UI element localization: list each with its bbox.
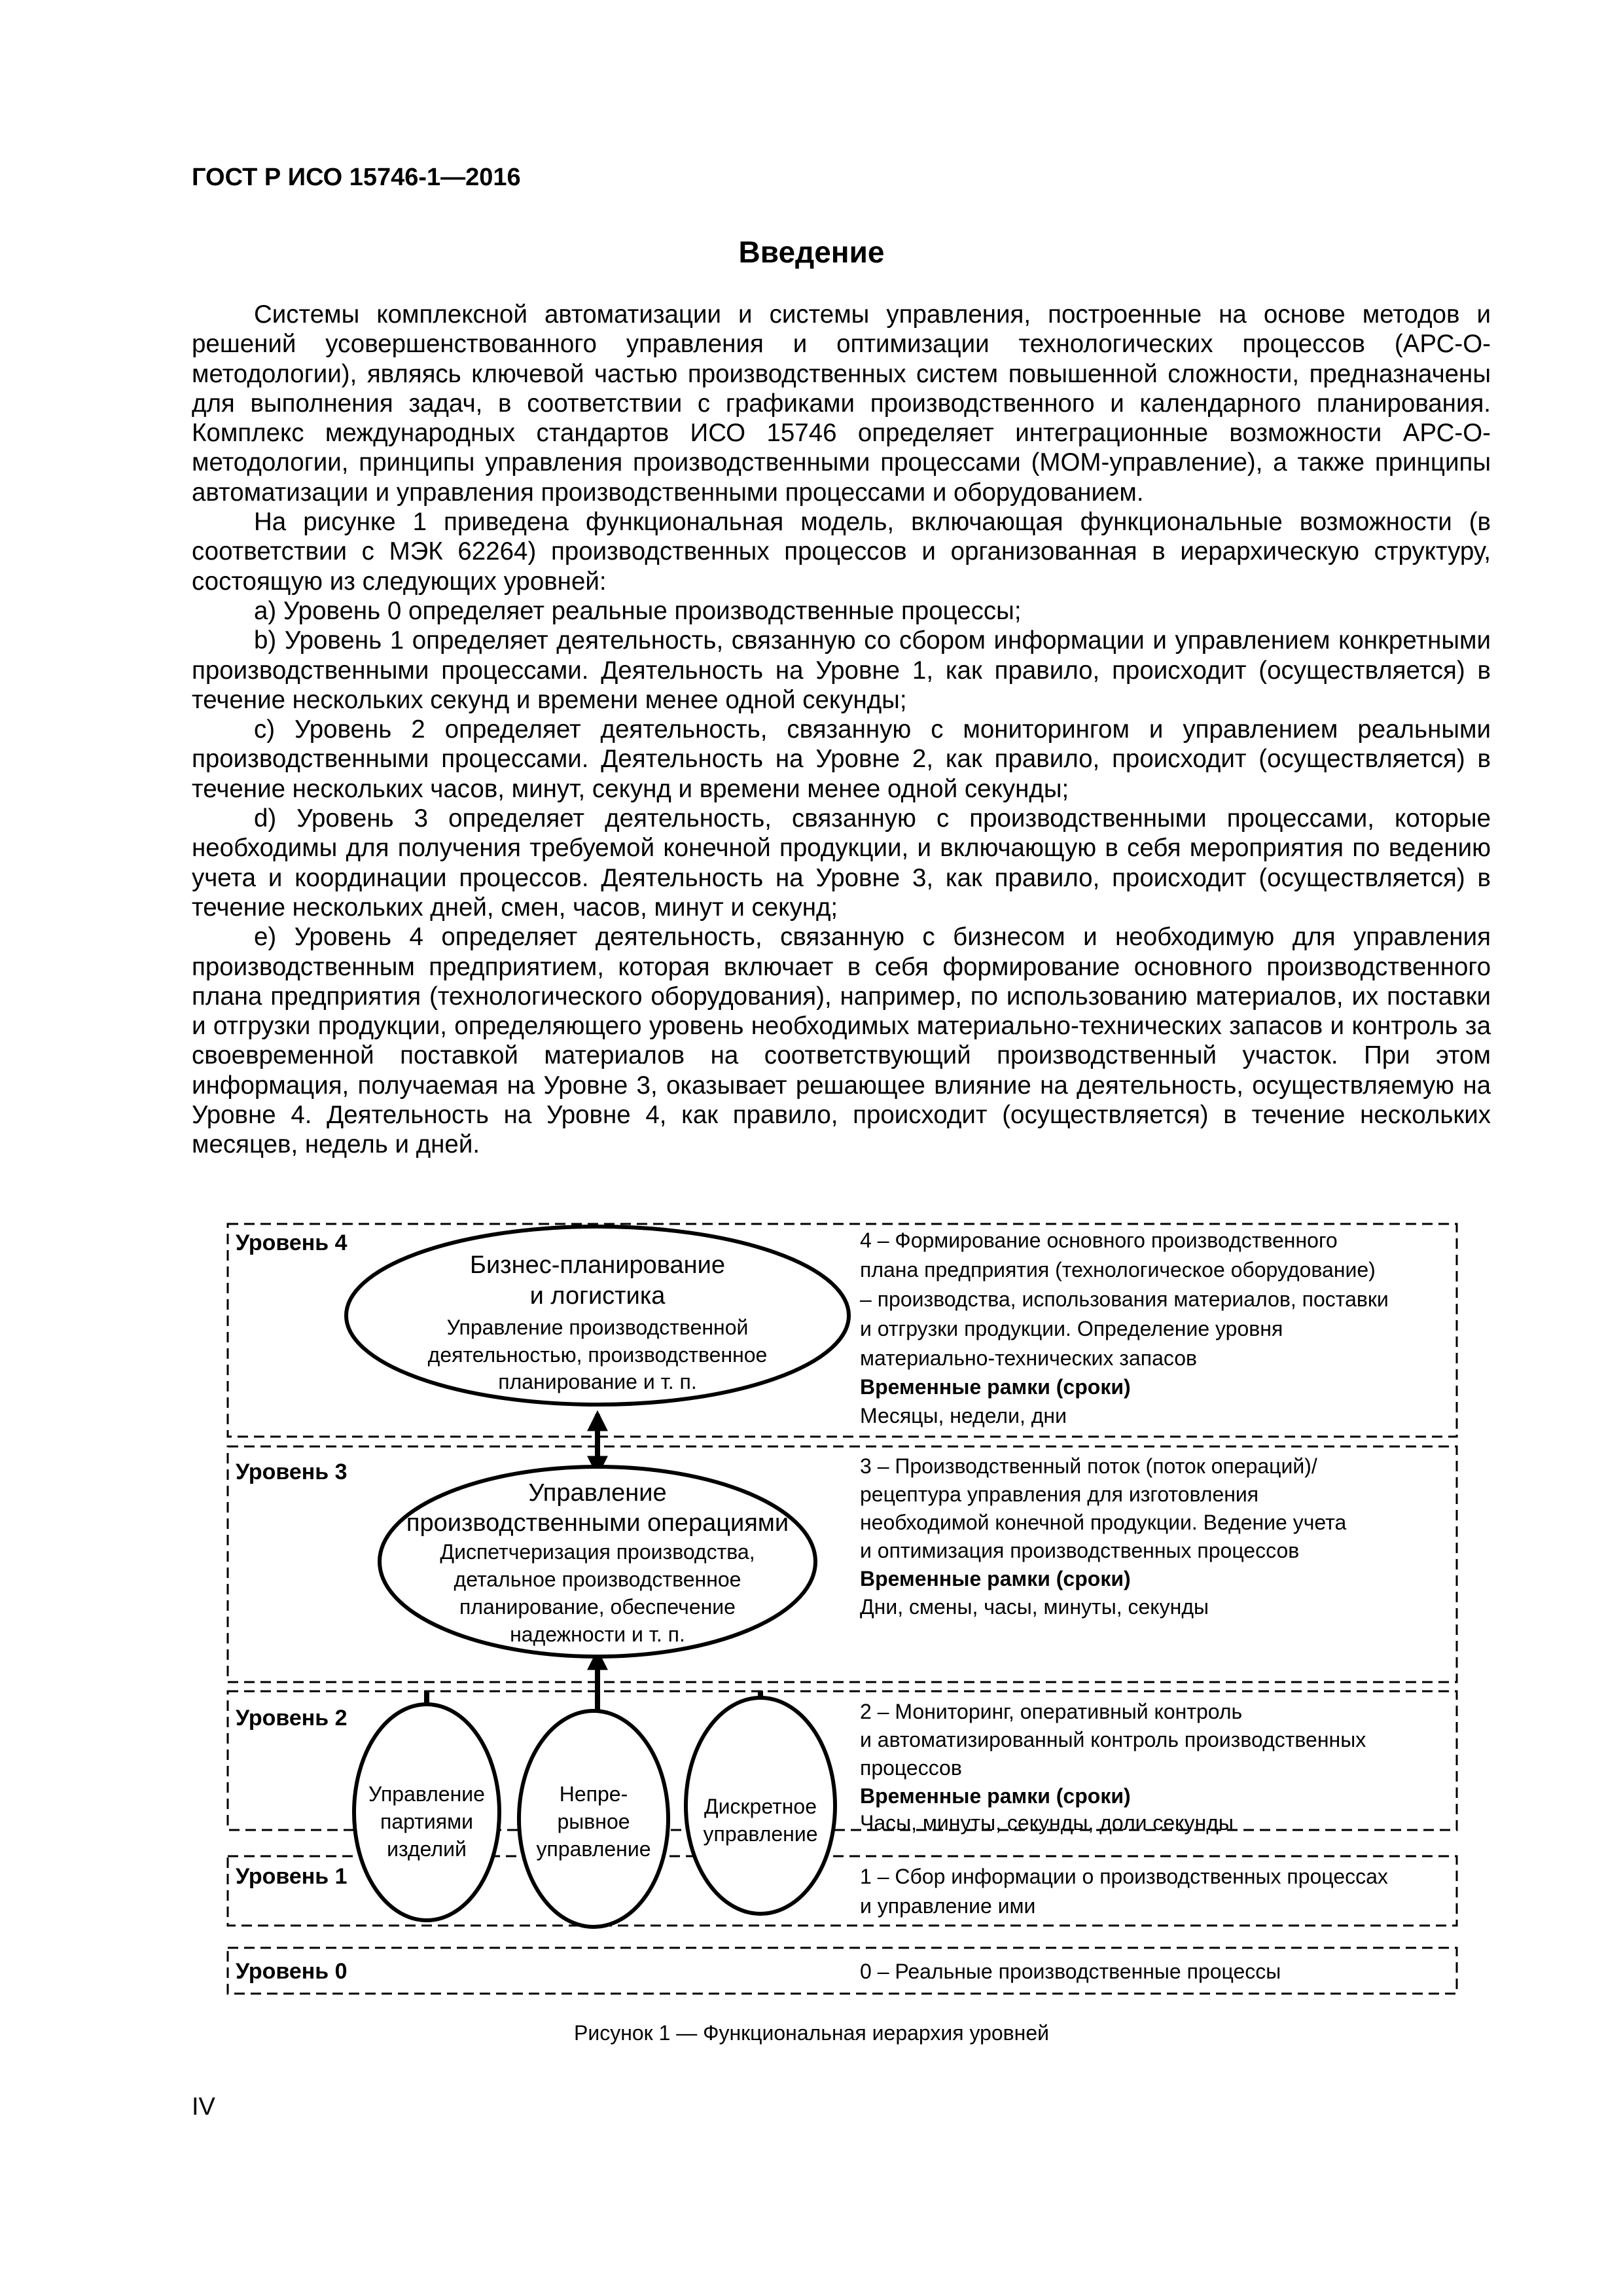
page-number: IV — [192, 2093, 215, 2121]
hierarchy-figure — [226, 1223, 1458, 1998]
e4-sub-3: планирование и т. п. — [498, 1370, 697, 1393]
continuous-line-1: Непре- — [559, 1782, 628, 1806]
body-text — [192, 300, 1491, 1160]
desc2-line-3: процессов — [860, 1756, 962, 1780]
desc4-line-1: 4 – Формирование основного производственного — [860, 1229, 1338, 1252]
desc3-line-4: и оптимизация производственных процессов — [860, 1539, 1300, 1562]
desc4-line-2: плана предприятия (технологическое оборудование) — [860, 1258, 1376, 1282]
paragraph: Системы комплексной автоматизации и системы управления, построенные на основе методов и решений усовершенствованного управления и оптимизации технологических процессов (АРС-О-методологии), являясь ключевой частью производственных систем повышенной сложности, предназначены для выполнения задач, в соответствии с графиками производственного и календарного планирования. Комплекс международных стандартов ИСО 15746 определяет интеграционные возможности АРС-О-методологии, принципы управления производственными процессами (МОМ-управление), а также принципы автоматизации и управления производственными процессами и оборудованием. — [192, 300, 1491, 507]
section-title: Введение — [738, 235, 885, 269]
e4-title-2: и логистика — [529, 1282, 666, 1310]
desc3-time-label: Временные рамки (сроки) — [860, 1567, 1131, 1590]
desc3-line-3: необходимой конечной продукции. Ведение учета — [860, 1511, 1347, 1534]
desc4-time-label: Временные рамки (сроки) — [860, 1375, 1131, 1399]
document-id: ГОСТ Р ИСО 15746-1—2016 — [192, 164, 521, 191]
desc3-time: Дни, смены, часы, минуты, секунды — [860, 1595, 1209, 1619]
desc2-time-label: Временные рамки (сроки) — [860, 1784, 1131, 1808]
paragraph: На рисунке 1 приведена функциональная модель, включающая функциональные возможности (в соответствии с МЭК 62264) производственных процессов и организованная в иерархическую структуру, состоящую из следующих уровней: — [192, 508, 1491, 596]
list-item-e: e) Уровень 4 определяет деятельность, связанную с бизнесом и необходимую для управления производственным предприятием, которая включает в себя формирование основного производственного плана предприятия (технологического оборудования), например, по использованию материалов, их поставки и отгрузки продукции, определяющего уровень необходимых материально-технических запасов и контроль за своевременной поставкой материалов на соответствующий производственный участок. При этом информация, получаемая на Уровне 3, оказывает решающее влияние на деятельность, осуществляемую на Уровне 4. Деятельность на Уровне 4, как правило, происходит (осуществляется) в течение нескольких месяцев, недель и дней. — [192, 923, 1491, 1159]
e3-sub-1: Диспетчеризация производства, — [440, 1540, 755, 1564]
desc2-time: Часы, минуты, секунды, доли секунды — [860, 1811, 1234, 1835]
level-2-label: Уровень 2 — [236, 1706, 348, 1731]
level-1-label: Уровень 1 — [236, 1864, 348, 1889]
figure-caption: Рисунок 1 — Функциональная иерархия уровней — [573, 2021, 1050, 2045]
level-4-label: Уровень 4 — [236, 1230, 348, 1255]
e4-sub-1: Управление производственной — [446, 1316, 749, 1339]
list-item-a: a) Уровень 0 определяет реальные производственные процессы; — [254, 596, 1022, 625]
batch-line-2: партиями — [380, 1810, 473, 1833]
desc1-line-2: и управление ими — [860, 1894, 1036, 1918]
desc3-line-2: рецептура управления для изготовления — [860, 1482, 1259, 1506]
e4-sub-2: деятельностью, производственное — [427, 1343, 768, 1367]
discrete-line-1: Дискретное — [704, 1795, 817, 1818]
discrete-line-2: управление — [703, 1822, 818, 1846]
hierarchy-diagram — [226, 1223, 1458, 1998]
e3-sub-3: планирование, обеспечение — [459, 1595, 736, 1619]
e3-sub-4: надежности и т. п. — [510, 1623, 685, 1646]
level-3-label: Уровень 3 — [236, 1460, 348, 1484]
level-0-label: Уровень 0 — [236, 1959, 348, 1984]
desc2-line-1: 2 – Мониторинг, оперативный контроль — [860, 1700, 1243, 1723]
continuous-line-3: управление — [536, 1837, 651, 1861]
batch-line-3: изделий — [387, 1837, 467, 1861]
list-item-b: b) Уровень 1 определяет деятельность, связанную со сбором информации и управлением конкретными производственными процессами. Деятельность на Уровне 1, как правило, происходит (осуществляется) в течение нескольких секунд и времени менее одной секунды; — [192, 626, 1491, 714]
list-item-d: d) Уровень 3 определяет деятельность, связанную с производственными процессами, которые необходимы для получения требуемой конечной продукции, и включающую в себя мероприятия по ведению учета и координации процессов. Деятельность на Уровне 3, как правило, происходит (осуществляется) в течение нескольких дней, смен, часов, минут и секунд; — [192, 804, 1491, 922]
e4-title-1: Бизнес-планирование — [470, 1251, 725, 1279]
desc4-line-4: и отгрузки продукции. Определение уровня — [860, 1317, 1283, 1340]
desc1-line-1: 1 – Сбор информации о производственных процессах — [860, 1865, 1388, 1888]
desc3-line-1: 3 – Производственный поток (поток операций)/ — [860, 1454, 1317, 1478]
desc4-line-5: материально-технических запасов — [860, 1346, 1198, 1370]
e3-title-2: производственными операциями — [406, 1509, 789, 1537]
e3-sub-2: детальное производственное — [454, 1568, 741, 1591]
desc4-line-3: – производства, использования материалов, поставки — [860, 1287, 1389, 1311]
desc2-line-2: и автоматизированный контроль производственных — [860, 1728, 1366, 1751]
desc4-time: Месяцы, недели, дни — [860, 1404, 1067, 1427]
continuous-line-2: рывное — [557, 1810, 630, 1833]
list-item-c: c) Уровень 2 определяет деятельность, связанную с мониторингом и управлением реальными производственными процессами. Деятельность на Уровне 2, как правило, происходит (осуществляется) в течение нескольких часов, минут, секунд и времени менее одной секунды; — [192, 715, 1491, 803]
e3-title-1: Управление — [528, 1479, 667, 1507]
desc0-line-1: 0 – Реальные производственные процессы — [860, 1960, 1281, 1983]
batch-line-1: Управление — [368, 1782, 485, 1806]
